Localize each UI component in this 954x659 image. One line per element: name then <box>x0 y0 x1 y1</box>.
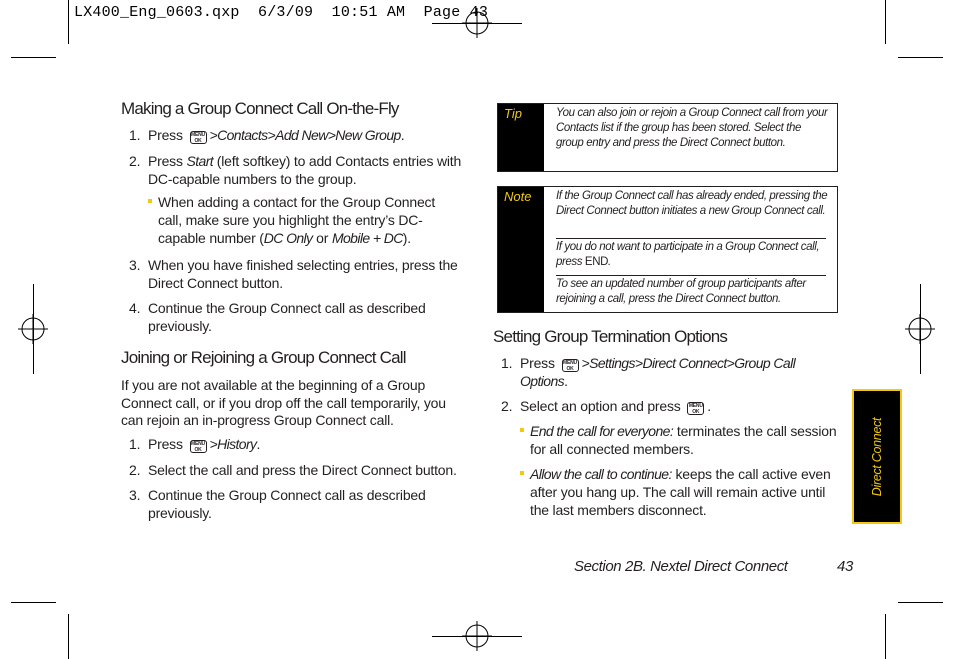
section-heading-termination: Setting Group Termination Options <box>493 327 728 346</box>
note-text: If you do not want to participate in a Group Connect call, press END. <box>556 241 820 268</box>
option-label: End the call for everyone: <box>530 423 674 439</box>
tip-box <box>497 103 838 172</box>
crop-mark <box>68 0 69 44</box>
registration-line <box>432 636 522 637</box>
bullet-square-icon <box>148 199 152 203</box>
step-1: 1. Press MENU OK >Settings>Direct Connect>Group Call Options. <box>501 355 796 389</box>
crop-mark <box>68 614 69 659</box>
menu-ok-key-icon: MENU OK <box>688 403 703 415</box>
bullet-item: Allow the call to continue: keeps the call active even after you hang up. The call will remain active until the last members disconnect. <box>530 465 842 519</box>
step-number: 2. <box>501 398 513 414</box>
chapter-side-tab <box>852 389 902 524</box>
step-2: 2. Press Start (left softkey) to add Contacts entries with DC-capable numbers to the group. <box>129 153 462 187</box>
step-3: 3. When you have finished selecting entries, press the Direct Connect button. <box>129 257 458 291</box>
crop-mark <box>885 0 886 44</box>
note-label-bar: Note <box>498 187 544 312</box>
step-number: 2. <box>129 153 141 169</box>
crop-mark <box>898 602 943 603</box>
registration-line <box>33 284 34 374</box>
registration-line <box>432 23 522 24</box>
step-2: 2. Select the call and press the Direct Connect button. <box>129 462 457 478</box>
step-text: Press <box>148 127 183 143</box>
option-label: Allow the call to continue: <box>530 466 672 482</box>
step-number: 4. <box>129 300 141 316</box>
step-number: 3. <box>129 257 141 273</box>
intro-paragraph: If you are not available at the beginning of a Group Connect call, or if you drop off the call temporarily, you can rejoin an in-progress Group Connect call. <box>121 377 446 428</box>
end-key-label: END <box>584 256 609 268</box>
step-number: 1. <box>129 436 141 452</box>
file-slug: LX400_Eng_0603.qxp 6/3/09 10:51 AM Page 43 <box>74 4 489 21</box>
menu-path: >Settings>Direct Connect>Group Call Options <box>520 355 796 389</box>
crop-mark <box>11 57 56 58</box>
menu-ok-key-icon: MENU OK <box>191 132 205 144</box>
bullet-square-icon <box>520 471 524 475</box>
bullet-item: End the call for everyone: terminates the call session for all connected members. <box>530 422 842 458</box>
menu-path: >Contacts>Add New>New Group <box>209 127 401 143</box>
step-number: 1. <box>129 127 141 143</box>
step-1: 1. Press MENU OK >History. <box>129 436 261 453</box>
menu-ok-key-icon: MENU OK <box>191 441 205 453</box>
footer-section-title: Section 2B. Nextel Direct Connect <box>574 558 788 575</box>
note-divider <box>556 238 826 239</box>
step-number: 2. <box>129 462 141 478</box>
step-4: 4. Continue the Group Connect call as described previously. <box>129 300 426 334</box>
tip-label-bar: Tip <box>498 104 544 171</box>
page-number: 43 <box>837 558 853 575</box>
chapter-side-tab-label: Direct Connect <box>870 417 884 496</box>
step-number: 1. <box>501 355 513 371</box>
registration-line <box>920 284 921 374</box>
crop-mark <box>11 602 56 603</box>
note-divider <box>556 275 826 276</box>
step-number: 3. <box>129 487 141 503</box>
step-2: 2. Select an option and press MENU OK . <box>501 398 711 415</box>
note-text: To see an updated number of group participants after rejoining a call, press the Direct Connect button. <box>556 278 806 305</box>
crop-mark <box>898 57 943 58</box>
bullet-item: When adding a contact for the Group Connect call, make sure you highlight the entry’s DC-capable number (DC Only or Mobile + DC). <box>158 193 458 247</box>
note-text: If the Group Connect call has already ended, pressing the Direct Connect button initiates a new Group Connect call. <box>556 190 828 217</box>
step-3: 3. Continue the Group Connect call as described previously. <box>129 487 426 521</box>
step-1: 1. Press MENU OK >Contacts>Add New>New Group. <box>129 127 405 144</box>
section-heading-rejoin: Joining or Rejoining a Group Connect Call <box>121 348 406 367</box>
crop-mark <box>885 614 886 659</box>
note-box <box>497 186 838 313</box>
section-heading-on-the-fly: Making a Group Connect Call On-the-Fly <box>121 99 399 118</box>
bullet-square-icon <box>520 428 524 432</box>
tip-text: You can also join or rejoin a Group Connect call from your Contacts list if the group has been stored. Select the group entry and press the Direct Connect button. <box>556 107 828 149</box>
softkey-label: Start <box>186 153 214 169</box>
menu-path: >History <box>209 436 257 452</box>
menu-ok-key-icon: MENU OK <box>563 360 577 372</box>
